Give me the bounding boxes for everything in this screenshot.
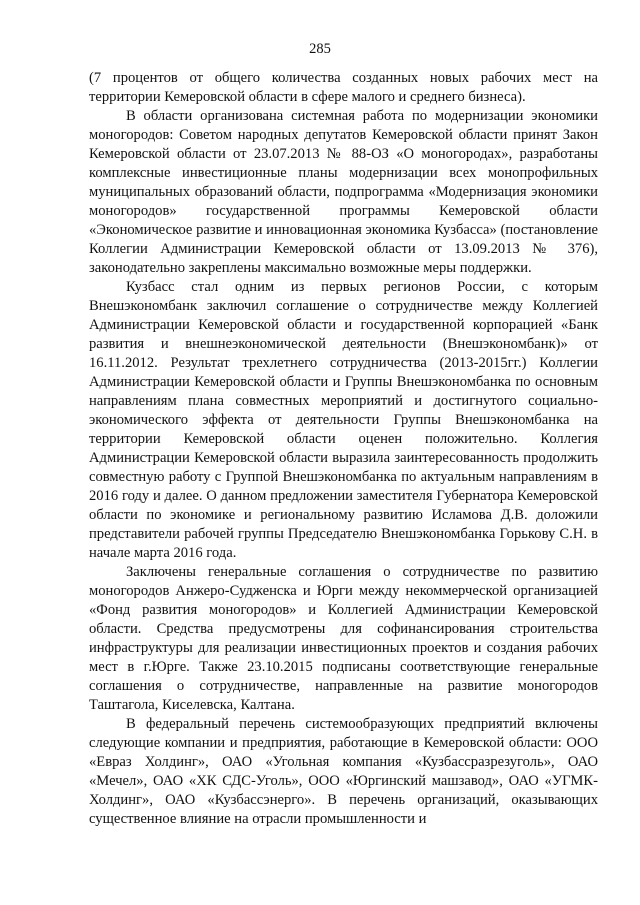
body-text (89, 69, 598, 829)
paragraph-federal-list: В федеральный перечень системообразующих предприятий включены следующие компании и предприятия, работающие в Кемеровской области: ООО «Евраз Холдинг», ОАО «Угольная компания «Кузбассразрезуголь», ОАО «Мечел», ОАО «ХК СДС-Уголь», ООО «Юргинский машзавод», ОАО «УГМК-Холдинг», ОАО «Кузбассэнерго». В перечень организаций, оказывающих существенное влияние на отрасли промышленности и (89, 716, 598, 827)
paragraph-general-agreements: Заключены генеральные соглашения о сотрудничестве по развитию моногородов Анжеро-Судженска и Юрги между некоммерческой организацией «Фонд развития моногородов» и Коллегией Администрации Кемеровской области. Средства предусмотрены для софинансирования строительства инфраструктуры для реализации инвестиционных проектов и создания рабочих мест в г.Юрге. Также 23.10.2015 подписаны соответствующие генеральные соглашения о сотрудничестве, направленные на развитие моногородов Таштагола, Киселевска, Калтана. (89, 564, 598, 713)
paragraph-veb-agreement: Кузбасс стал одним из первых регионов России, с которым Внешэкономбанк заключил соглашение о сотрудничестве между Коллегией Администрации Кемеровской области и государственной корпорацией «Банк развития и внешнеэкономической деятельности (Внешэкономбанк)» от 16.11.2012. Результат трехлетнего сотрудничества (2013-2015гг.) Коллегии Администрации Кемеровской области и Группы Внешэкономбанка по основным направлениям плана совместных мероприятий и достигнутого социально-экономического эффекта от деятельности Группы Внешэкономбанка на территории Кемеровской области оценен положительно. Коллегия Администрации Кемеровской области выразила заинтересованность продолжить совместную работу с Группой Внешэкономбанка по актуальным направлениям в 2016 году и далее. О данном предложении заместителя Губернатора Кемеровской области по экономике и региональному развитию Исламова Д.В. доложили представители рабочей группы Председателю Внешэкономбанка Горькову С.Н. в начале марта 2016 года. (89, 279, 598, 561)
paragraph-modernization: В области организована системная работа по модернизации экономики моногородов: Советом народных депутатов Кемеровской области принят Закон Кемеровской области от 23.07.2013 № 88-ОЗ «О моногородах», разработаны комплексные инвестиционные планы модернизации всех монопрофильных муниципальных образований области, подпрограмма «Модернизация экономики моногородов» государственной программы Кемеровской области «Экономическое развитие и инновационная экономика Кузбасса» (постановление Коллегии Администрации Кемеровской области от 13.09.2013 № 376), законодательно закреплены максимально возможные меры поддержки. (89, 108, 598, 276)
paragraph-continuation: (7 процентов от общего количества созданных новых рабочих мест на территории Кемеровской области в сфере малого и среднего бизнеса). (89, 70, 598, 105)
page-number: 285 (309, 41, 331, 57)
